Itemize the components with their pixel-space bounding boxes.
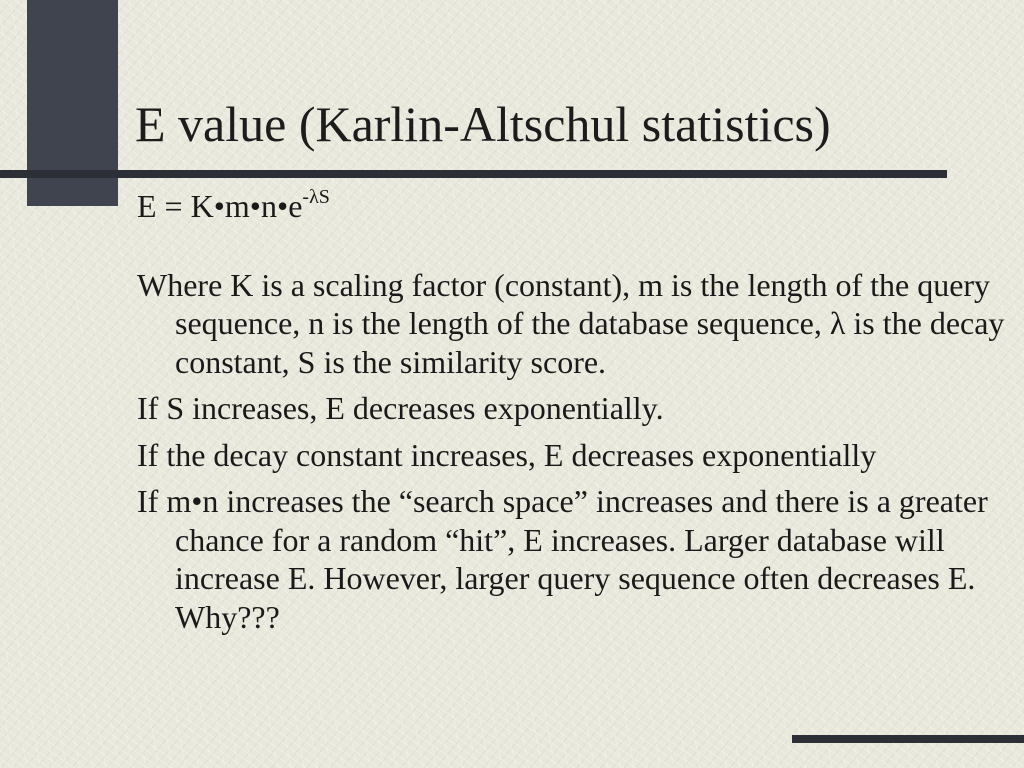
score-effect-paragraph: If S increases, E decreases exponentially. (137, 390, 664, 426)
slide-body (137, 187, 1007, 644)
bottom-decorative-rule (792, 735, 1024, 743)
search-space-paragraph: If m•n increases the “search space” increases and there is a greater chance for a random “hit”, E increases. Larger database will increase E. However, larger query sequence often decreases E. Why??? (137, 483, 988, 635)
decay-effect-paragraph: If the decay constant increases, E decreases exponentially (137, 436, 877, 473)
formula-base: E = K•m•n•e (137, 188, 303, 224)
definition-paragraph: Where K is a scaling factor (constant), m is the length of the query sequence, n is the length of the database sequence, λ is the decay constant, S is the similarity score. (137, 266, 1005, 380)
title-underline-rule (0, 170, 947, 178)
slide-title: E value (Karlin-Altschul statistics) (135, 96, 831, 152)
formula-exponent: -λS (302, 186, 330, 208)
e-value-formula (137, 187, 1007, 226)
